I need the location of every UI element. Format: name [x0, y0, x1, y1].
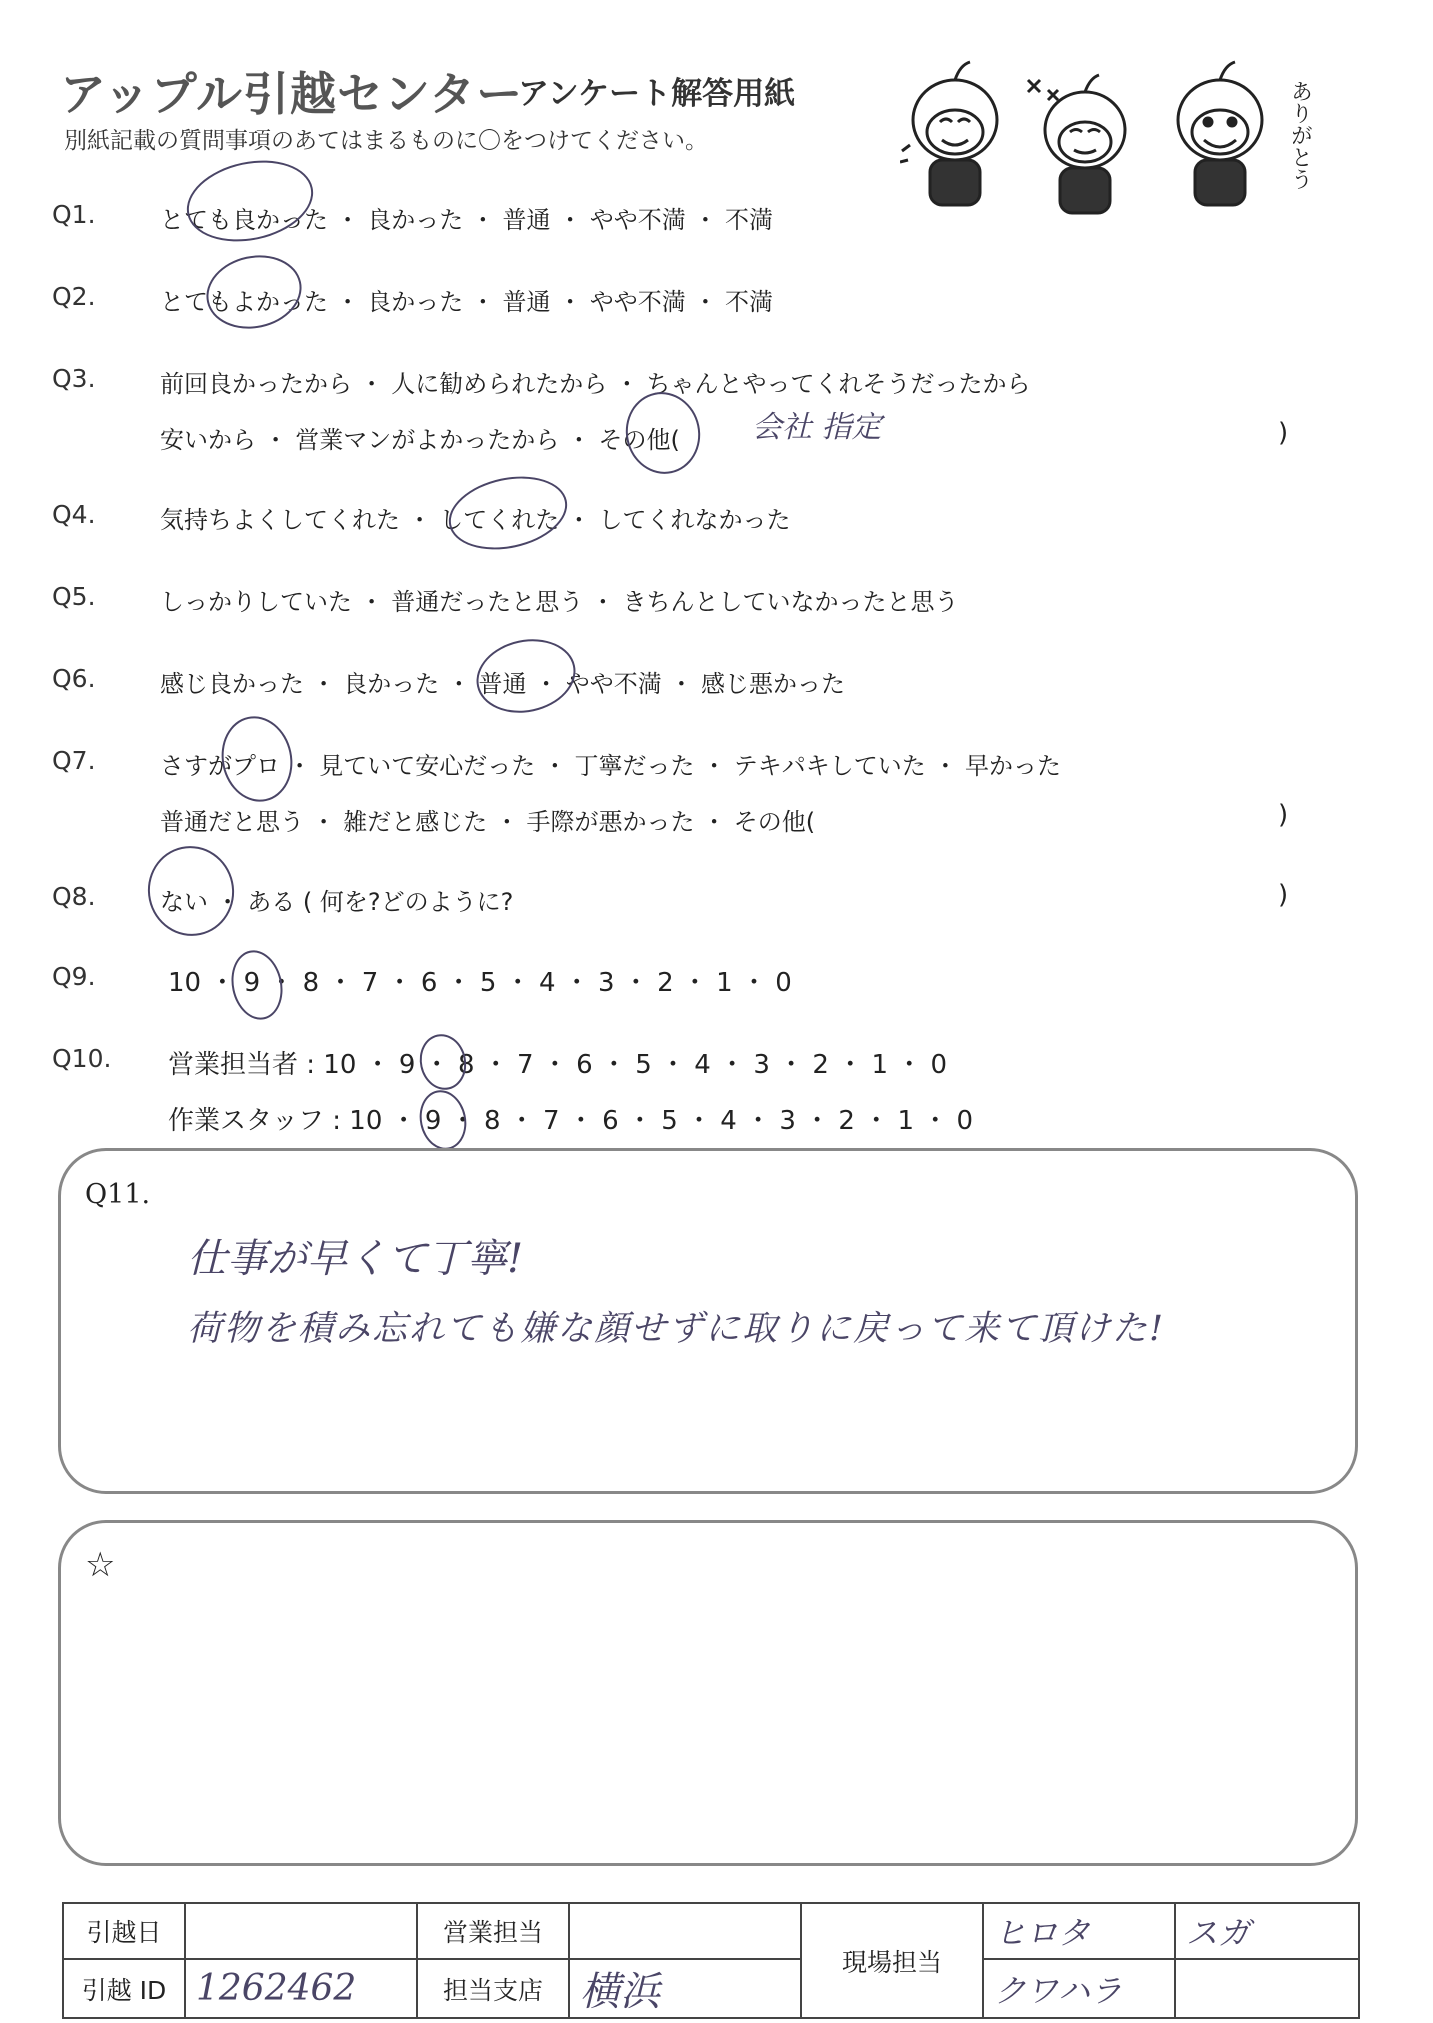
answer-circle-q1 — [179, 150, 320, 253]
answer-circle-q3 — [618, 385, 707, 481]
q5-label: Q5. — [52, 582, 96, 611]
q3-options-line1: 前回良かったから ・ 人に勧められたから ・ ちゃんとやってくれそうだったから — [160, 370, 1031, 398]
answer-circle-q8 — [140, 838, 243, 944]
q11-comment-box — [58, 1148, 1358, 1494]
q6-label: Q6. — [52, 664, 96, 693]
q3-handwritten-other: 会社 指定 — [752, 410, 882, 445]
answer-circle-q4 — [442, 466, 574, 559]
mascot-illustration — [900, 60, 1330, 230]
site-staff-2: スガ — [1175, 1903, 1359, 1959]
site-staff-1: ヒロタ — [983, 1903, 1175, 1959]
answer-circle-q7 — [214, 710, 300, 809]
q2-label: Q2. — [52, 282, 96, 311]
q7-label: Q7. — [52, 746, 96, 775]
answer-circle-q10-sales — [415, 1030, 472, 1094]
q10-label: Q10. — [52, 1044, 112, 1073]
q1-options: とても良かった ・ 良かった ・ 普通 ・ やや不満 ・ 不満 — [160, 206, 774, 234]
move-date-value — [185, 1903, 417, 1959]
q7-options-line2: 普通だと思う ・ 雑だと感じた ・ 手際が悪かった ・ その他( — [160, 808, 816, 836]
mascot-text: ありがとう — [1287, 80, 1313, 190]
q10-staff-scale: 作業スタッフ : 10 ・ 9 ・ 8 ・ 7 ・ 6 ・ 5 ・ 4 ・ 3 ・ 2 ・ 1 ・ 0 — [168, 1106, 974, 1136]
site-staff-label: 現場担当 — [801, 1903, 983, 2018]
monkey-mascot-middle — [1028, 75, 1125, 213]
move-id-label: 引越 ID — [63, 1959, 185, 2018]
q9-label: Q9. — [52, 962, 96, 991]
q11-handwritten-line1: 仕事が早くて丁寧! — [187, 1236, 524, 1282]
answer-circle-q2 — [200, 247, 309, 337]
q8-options: ない ・ ある ( 何を?どのように? — [160, 888, 514, 916]
q9-scale: 10 ・ 9 ・ 8 ・ 7 ・ 6 ・ 5 ・ 4 ・ 3 ・ 2 ・ 1 ・ 0 — [168, 968, 792, 998]
q7-options-line1: さすがプロ ・ 見ていて安心だった ・ 丁寧だった ・ テキパキしていた ・ 早かった — [160, 752, 1062, 780]
star-icon: ☆ — [85, 1545, 116, 1585]
q4-options: 気持ちよくしてくれた ・ してくれた ・ してくれなかった — [160, 506, 791, 534]
answer-circle-q10-staff — [414, 1086, 471, 1154]
star-comment-box — [58, 1520, 1358, 1866]
q1-label: Q1. — [52, 200, 96, 229]
move-id-value: 1262462 — [185, 1959, 417, 2018]
monkey-mascot-right — [1178, 62, 1262, 205]
company-name: アップル引越センター — [60, 67, 524, 121]
move-date-label: 引越日 — [63, 1903, 185, 1959]
site-staff-4 — [1175, 1959, 1359, 2018]
q3-close-paren: ) — [1278, 418, 1289, 448]
q8-label: Q8. — [52, 882, 96, 911]
q6-options: 感じ良かった ・ 良かった ・ 普通 ・ やや不満 ・ 感じ悪かった — [160, 670, 846, 698]
instruction-text: 別紙記載の質問事項のあてはまるものに〇をつけてください。 — [64, 128, 708, 154]
monkey-mascot-left — [900, 62, 997, 205]
branch-label: 担当支店 — [417, 1959, 569, 2018]
sales-rep-label: 営業担当 — [417, 1903, 569, 1959]
answer-circle-q6 — [470, 630, 583, 721]
answer-circle-q9 — [225, 946, 288, 1025]
form-title: アンケート解答用紙 — [518, 76, 796, 112]
q3-options-line2: 安いから ・ 営業マンがよかったから ・ その他( — [160, 426, 680, 454]
branch-value: 横浜 — [569, 1959, 801, 2018]
q11-handwritten-line2: 荷物を積み忘れても嫌な顔せずに取りに戻って来て頂けた! — [187, 1309, 1166, 1349]
sales-rep-value — [569, 1903, 801, 1959]
site-staff-3: クワハラ — [983, 1959, 1175, 2018]
q11-label: Q11. — [85, 1179, 151, 1210]
footer-info-table — [62, 1902, 1360, 2019]
q2-options: とてもよかった ・ 良かった ・ 普通 ・ やや不満 ・ 不満 — [160, 288, 774, 316]
q10-sales-scale: 営業担当者 : 10 ・ 9 ・ 8 ・ 7 ・ 6 ・ 5 ・ 4 ・ 3 ・ 2 ・ 1 ・ 0 — [168, 1050, 948, 1080]
q3-label: Q3. — [52, 364, 96, 393]
q5-options: しっかりしていた ・ 普通だったと思う ・ きちんとしていなかったと思う — [160, 588, 959, 616]
q8-close-paren: ) — [1278, 880, 1289, 910]
q4-label: Q4. — [52, 500, 96, 529]
q7-close-paren: ) — [1278, 800, 1289, 830]
